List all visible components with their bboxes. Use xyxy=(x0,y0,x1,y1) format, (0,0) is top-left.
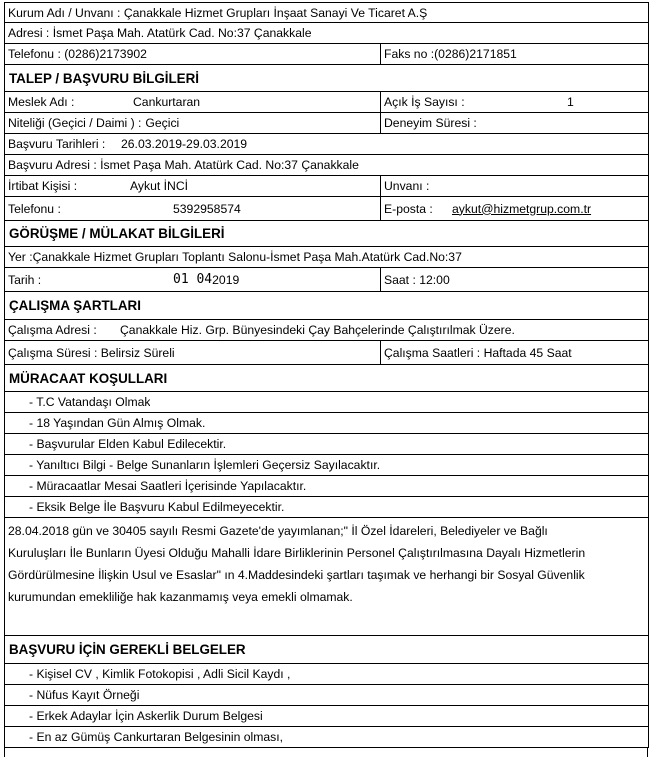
contact-value: Aykut İNCİ xyxy=(130,179,189,193)
interview-heading: GÖRÜŞME / MÜLAKAT BİLGİLERİ xyxy=(9,226,225,241)
contact-label: İrtibat Kişisi : xyxy=(8,179,78,193)
title-label: Unvanı : xyxy=(380,176,648,196)
requirement-item xyxy=(4,476,649,497)
requirement-item xyxy=(4,455,649,476)
institution-address-row xyxy=(4,23,649,44)
work-hours: Çalışma Saatleri : Haftada 45 Saat xyxy=(380,341,648,364)
interview-heading-row xyxy=(4,221,649,247)
profession-cell xyxy=(5,92,380,112)
institution-fax: Faks no :(0286)2171851 xyxy=(380,44,648,64)
institution-address: Adresi : İsmet Paşa Mah. Atatürk Cad. No:37 Çanakkale xyxy=(8,26,312,40)
document-item xyxy=(4,706,649,727)
interview-place: Yer :Çanakkale Hizmet Grupları Toplantı Salonu-İsmet Paşa Mah.Atatürk Cad.No:37 xyxy=(8,250,462,264)
document-item xyxy=(4,685,649,706)
type-value: Geçici xyxy=(145,116,180,130)
interview-date-row xyxy=(4,268,649,292)
requirement-text: - Müracaatlar Mesai Saatleri İçerisinde Yapılacaktır. xyxy=(29,479,307,493)
work-address-value: Çanakkale Hiz. Grp. Bünyesindeki Çay Bahçelerinde Çalıştırılmak Üzere. xyxy=(120,323,515,337)
table-continuation-left xyxy=(4,748,5,757)
conditions-heading-row xyxy=(4,292,649,320)
phone-value: 5392958574 xyxy=(173,201,241,216)
type-label: Niteliği (Geçici / Daimi ) : xyxy=(8,116,142,130)
conditions-heading: ÇALIŞMA ŞARTLARI xyxy=(9,298,141,313)
phone-label: Telefonu : xyxy=(8,201,61,216)
application-heading-row xyxy=(4,65,649,92)
requirement-item xyxy=(4,413,649,434)
interview-place-row xyxy=(4,247,649,268)
dates-value: 26.03.2019-29.03.2019 xyxy=(121,137,248,151)
work-duration: Çalışma Süresi : Belirsiz Süreli xyxy=(8,345,175,360)
institution-phone: Telefonu : (0286)2173902 xyxy=(8,47,147,61)
interview-date-handwritten: 01 04 xyxy=(173,272,213,287)
email-cell xyxy=(380,197,648,220)
documents-heading-row xyxy=(4,636,649,664)
institution-name: Kurum Adı / Unvanı : Çanakkale Hizmet Grupları İnşaat Sanayi Ve Ticaret A.Ş xyxy=(8,5,428,20)
contact-cell xyxy=(5,176,380,196)
work-address-cell xyxy=(5,320,515,340)
work-duration-row xyxy=(4,341,649,365)
dates-row xyxy=(4,134,649,155)
type-row xyxy=(4,113,649,134)
requirement-item xyxy=(4,392,649,413)
email-label: E-posta : xyxy=(384,201,433,216)
work-address-row xyxy=(4,320,649,341)
application-heading: TALEP / BAŞVURU BİLGİLERİ xyxy=(9,70,199,86)
app-address: Başvuru Adresi : İsmet Paşa Mah. Atatürk Cad. No:37 Çanakkale xyxy=(8,158,359,172)
requirement-text: - Yanıltıcı Bilgi - Belge Sunanların İşlemleri Geçersiz Sayılacaktır. xyxy=(29,458,381,472)
dates-label: Başvuru Tarihleri : xyxy=(8,137,106,151)
documents-heading: BAŞVURU İÇİN GEREKLİ BELGELER xyxy=(9,642,246,657)
paragraph-line: 28.04.2018 gün ve 30405 sayılı Resmi Gazete'de yayımlanan;" İl Özel İdareleri, Belediyeler ve Bağlı xyxy=(8,524,548,538)
requirement-text: - 18 Yaşından Gün Almış Olmak. xyxy=(29,416,206,430)
interview-date-year: 2019 xyxy=(212,272,240,287)
document-text: - Kişisel CV , Kimlik Fotokopisi , Adli Sicil Kaydı , xyxy=(29,667,291,681)
requirements-heading-row xyxy=(4,365,649,392)
document-text: - En az Gümüş Cankurtaran Belgesinin olması, xyxy=(29,730,284,744)
email-link[interactable]: aykut@hizmetgrup.com.tr xyxy=(452,201,592,216)
openings-cell xyxy=(380,92,648,112)
type-cell xyxy=(5,113,380,133)
requirement-text: - Eksik Belge İle Başvuru Kabul Edilmeyecektir. xyxy=(29,500,285,514)
profession-row xyxy=(4,92,649,113)
dates-cell xyxy=(5,134,247,154)
paragraph-line: Gördürülmesine İlişkin Usul ve Esaslar" ın 4.Maddesindeki şartları taşımak ve herhangi bir Sosyal Güvenlik xyxy=(8,568,585,582)
app-address-row xyxy=(4,155,649,176)
paragraph-line: kurumundan emekliliğe hak kazanmamış veya emekli olmamak. xyxy=(8,590,353,604)
work-address-label: Çalışma Adresi : xyxy=(8,323,97,337)
openings-label: Açık İş Sayısı : xyxy=(384,95,465,109)
institution-name-row xyxy=(4,2,649,23)
requirement-item xyxy=(4,497,649,518)
requirement-text: - T.C Vatandaşı Olmak xyxy=(29,395,151,409)
interview-date-cell xyxy=(5,268,380,291)
requirement-item xyxy=(4,434,649,455)
requirements-heading: MÜRACAAT KOŞULLARI xyxy=(9,370,168,386)
contact-row xyxy=(4,176,649,197)
profession-value: Cankurtaran xyxy=(133,95,201,109)
requirements-paragraph xyxy=(4,518,649,636)
document-item xyxy=(4,727,649,748)
phone-cell xyxy=(5,197,380,220)
trial-label: Deneyim Süresi : xyxy=(380,113,648,133)
table-continuation-right xyxy=(647,748,648,757)
document-item xyxy=(4,664,649,685)
interview-date-label: Tarih : xyxy=(8,272,42,287)
paragraph-line: Kuruluşları İle Bunların Üyesi Olduğu Mahalli İdare Birliklerinin Personel Çalıştırılmasına Dayalı Hizmetlerin xyxy=(8,546,586,560)
profession-label: Meslek Adı : xyxy=(8,95,75,109)
requirement-text: - Başvurular Elden Kabul Edilecektir. xyxy=(29,437,227,451)
openings-value: 1 xyxy=(567,95,574,109)
document-text: - Nüfus Kayıt Örneği xyxy=(29,688,140,702)
document-text: - Erkek Adaylar İçin Askerlik Durum Belgesi xyxy=(29,709,263,723)
phone-row xyxy=(4,197,649,221)
interview-time: Saat : 12:00 xyxy=(380,268,648,291)
institution-contact-row xyxy=(4,44,649,65)
